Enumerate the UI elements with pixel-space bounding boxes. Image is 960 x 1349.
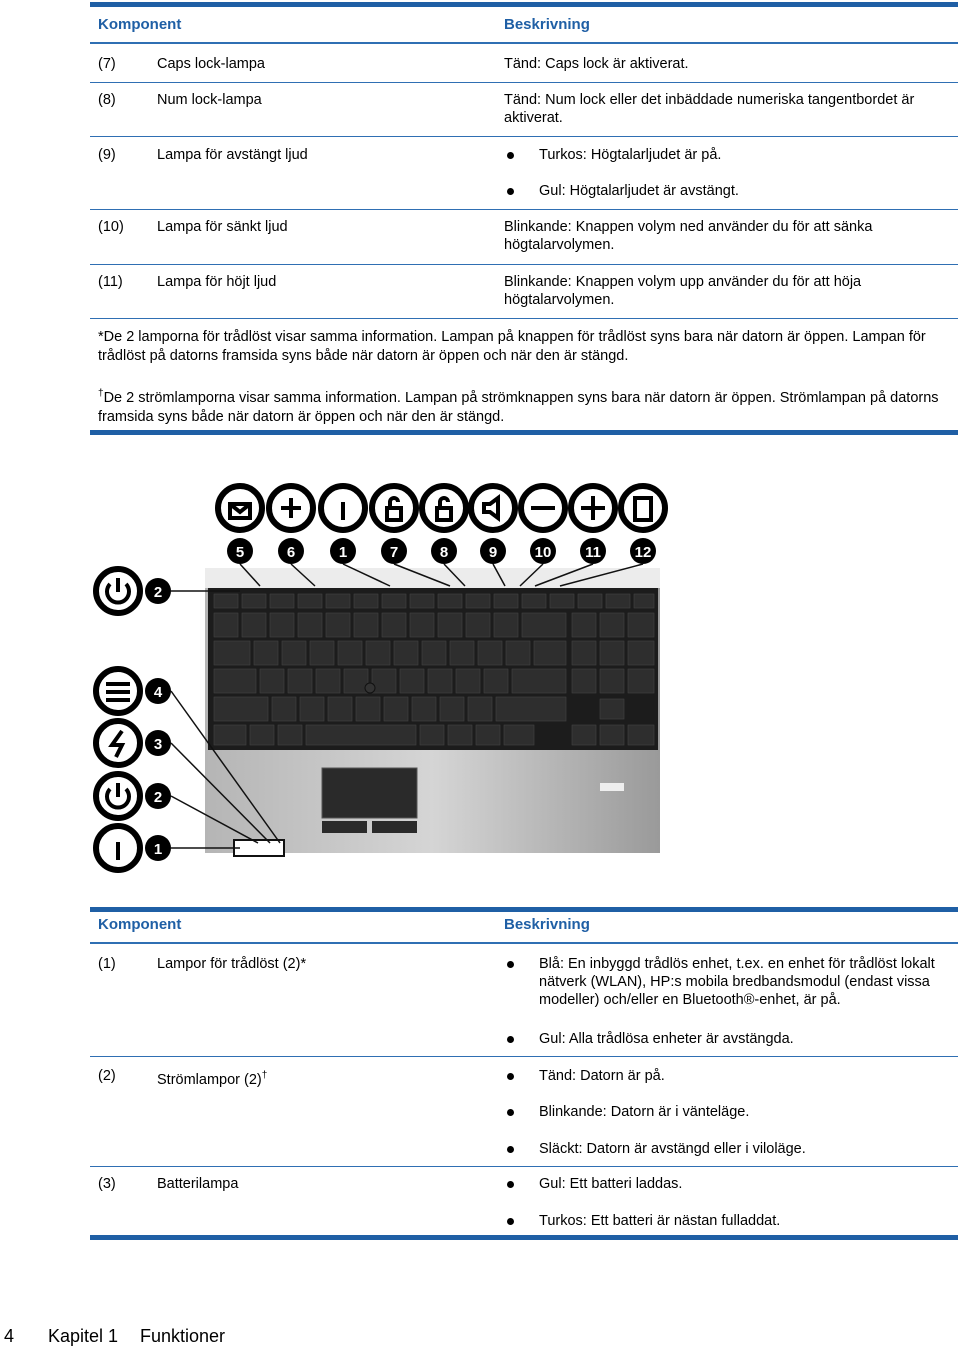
front-lights-box bbox=[234, 840, 284, 856]
bullet-dot bbox=[507, 1146, 514, 1153]
bullet-dot bbox=[507, 188, 514, 195]
bullet-dot bbox=[507, 1218, 514, 1225]
bullet-text: Turkos: Ett batteri är nästan fulladdat. bbox=[539, 1213, 781, 1229]
bullet-dot bbox=[507, 1036, 514, 1043]
row-description: Tänd: Num lock eller det inbäddade numeriska tangentbordet är aktiverat. bbox=[504, 92, 915, 126]
row-component: Lampa för sänkt ljud bbox=[157, 219, 288, 235]
table-header-rule bbox=[90, 42, 958, 44]
table-top-rule bbox=[90, 2, 958, 7]
key-row-5 bbox=[214, 697, 624, 721]
callout-number: 12 bbox=[634, 544, 652, 561]
chapter-title: Funktioner bbox=[140, 1326, 226, 1346]
row-component: Batterilampa bbox=[157, 1176, 239, 1192]
row-divider bbox=[90, 82, 958, 83]
bullet-text: Tänd: Datorn är på. bbox=[539, 1068, 665, 1084]
mute-icon bbox=[471, 486, 515, 530]
bullet-text: Blå: En inbyggd trådlös enhet, t.ex. en enhet för trådlöst lokalt nätverk (WLAN), HP:s mobila bredbandsmodul (endast vissa modeller) och/eller en Bluetooth®-enhet, är på. bbox=[539, 956, 935, 1008]
callout-number: 3 bbox=[153, 736, 163, 753]
row-number: (2) bbox=[98, 1068, 116, 1084]
footnote-power bbox=[98, 384, 954, 427]
row-divider bbox=[90, 1056, 958, 1057]
table-bottom-rule bbox=[90, 430, 958, 435]
dagger-mark: † bbox=[261, 1070, 268, 1081]
bullet-dot bbox=[507, 1181, 514, 1188]
bullet-text: Gul: Högtalarljudet är avstängt. bbox=[539, 183, 739, 199]
table1-header-component: Komponent bbox=[98, 16, 182, 33]
calculator-icon bbox=[621, 486, 665, 530]
top-callouts bbox=[227, 538, 656, 564]
table1-header-description: Beskrivning bbox=[504, 16, 590, 33]
row-component: Caps lock-lampa bbox=[157, 56, 265, 72]
keyboard-figure bbox=[90, 478, 670, 878]
callout-number: 7 bbox=[389, 544, 399, 561]
row-component-text: Strömlampor (2) bbox=[157, 1071, 262, 1088]
row-number: (8) bbox=[98, 92, 116, 108]
row-divider bbox=[90, 318, 958, 319]
row-number: (9) bbox=[98, 147, 116, 163]
touchpad-right-button bbox=[372, 821, 417, 833]
key-row-6 bbox=[214, 725, 654, 745]
bullet-text: Släckt: Datorn är avstängd eller i viloläge. bbox=[539, 1141, 806, 1157]
key-row-2 bbox=[214, 613, 654, 637]
fingerprint-reader bbox=[600, 783, 624, 791]
page-number: 4 bbox=[4, 1326, 15, 1346]
callout-number: 1 bbox=[338, 544, 348, 561]
row-number: (11) bbox=[98, 274, 123, 290]
dagger-mark: † bbox=[98, 388, 104, 399]
key-row-4 bbox=[214, 669, 654, 693]
footnote-power-text: De 2 strömlamporna visar samma information. Lampan på strömknappen syns bara när datorn är öppen. Strömlampan på datorns framsida syns både när datorn är öppen och när den är stängd. bbox=[98, 389, 939, 425]
footnote-wireless: *De 2 lamporna för trådlöst visar samma information. Lampan på knappen för trådlöst syns bara när datorn är öppen. Lampan för trådlöst på datorns framsida syns både när datorn är öppen och när den är stängd. bbox=[98, 329, 926, 364]
callout-number: 5 bbox=[235, 544, 245, 561]
callout-number: 2 bbox=[153, 789, 163, 806]
touchpad-left-button bbox=[322, 821, 367, 833]
callout-number: 9 bbox=[488, 544, 498, 561]
row-divider bbox=[90, 136, 958, 137]
callout-number: 8 bbox=[439, 544, 449, 561]
row-description: Tänd: Caps lock är aktiverat. bbox=[504, 56, 689, 72]
left-callouts bbox=[145, 578, 171, 861]
row-number: (7) bbox=[98, 56, 116, 72]
row-number: (3) bbox=[98, 1176, 116, 1192]
touchpad bbox=[322, 768, 417, 818]
callout-number: 6 bbox=[286, 544, 296, 561]
bullet-text: Gul: Alla trådlösa enheter är avstängda. bbox=[539, 1031, 794, 1047]
table-top-rule bbox=[90, 907, 958, 912]
callout-number: 2 bbox=[153, 584, 163, 601]
row-description: Blinkande: Knappen volym ned använder du för att sänka högtalarvolymen. bbox=[504, 219, 873, 253]
table-bottom-rule bbox=[90, 1235, 958, 1240]
row-divider bbox=[90, 264, 958, 265]
bullet-text: Turkos: Högtalarljudet är på. bbox=[539, 147, 722, 163]
table-header-rule bbox=[90, 942, 958, 944]
callout-number: 10 bbox=[534, 544, 552, 561]
row-component: Lampor för trådlöst (2)* bbox=[157, 956, 307, 972]
key-row-1 bbox=[214, 594, 654, 608]
bullet-dot bbox=[507, 1109, 514, 1116]
table2-header-component: Komponent bbox=[98, 916, 182, 933]
chapter-label: Kapitel 1 bbox=[48, 1326, 119, 1346]
bullet-text: Gul: Ett batteri laddas. bbox=[539, 1176, 683, 1192]
row-number: (10) bbox=[98, 219, 124, 235]
pointing-stick bbox=[365, 683, 375, 693]
bullet-dot bbox=[507, 961, 514, 968]
table2-header-description: Beskrivning bbox=[504, 916, 590, 933]
callout-number: 11 bbox=[585, 544, 601, 561]
row-divider bbox=[90, 209, 958, 210]
left-icon-column bbox=[96, 569, 140, 870]
bullet-dot bbox=[507, 1073, 514, 1080]
row-divider bbox=[90, 1166, 958, 1167]
bullet-text: Blinkande: Datorn är i vänteläge. bbox=[539, 1104, 750, 1120]
row-component: Lampa för avstängt ljud bbox=[157, 147, 308, 163]
row-component: Lampa för höjt ljud bbox=[157, 274, 277, 290]
callout-number: 4 bbox=[153, 684, 163, 701]
callout-number: 1 bbox=[153, 841, 163, 858]
row-number: (1) bbox=[98, 956, 116, 972]
row-component: Num lock-lampa bbox=[157, 92, 262, 108]
mail-icon bbox=[218, 486, 262, 530]
bullet-dot bbox=[507, 152, 514, 159]
row-description: Blinkande: Knappen volym upp använder du för att höja högtalarvolymen. bbox=[504, 274, 862, 308]
row-component bbox=[157, 1067, 267, 1089]
